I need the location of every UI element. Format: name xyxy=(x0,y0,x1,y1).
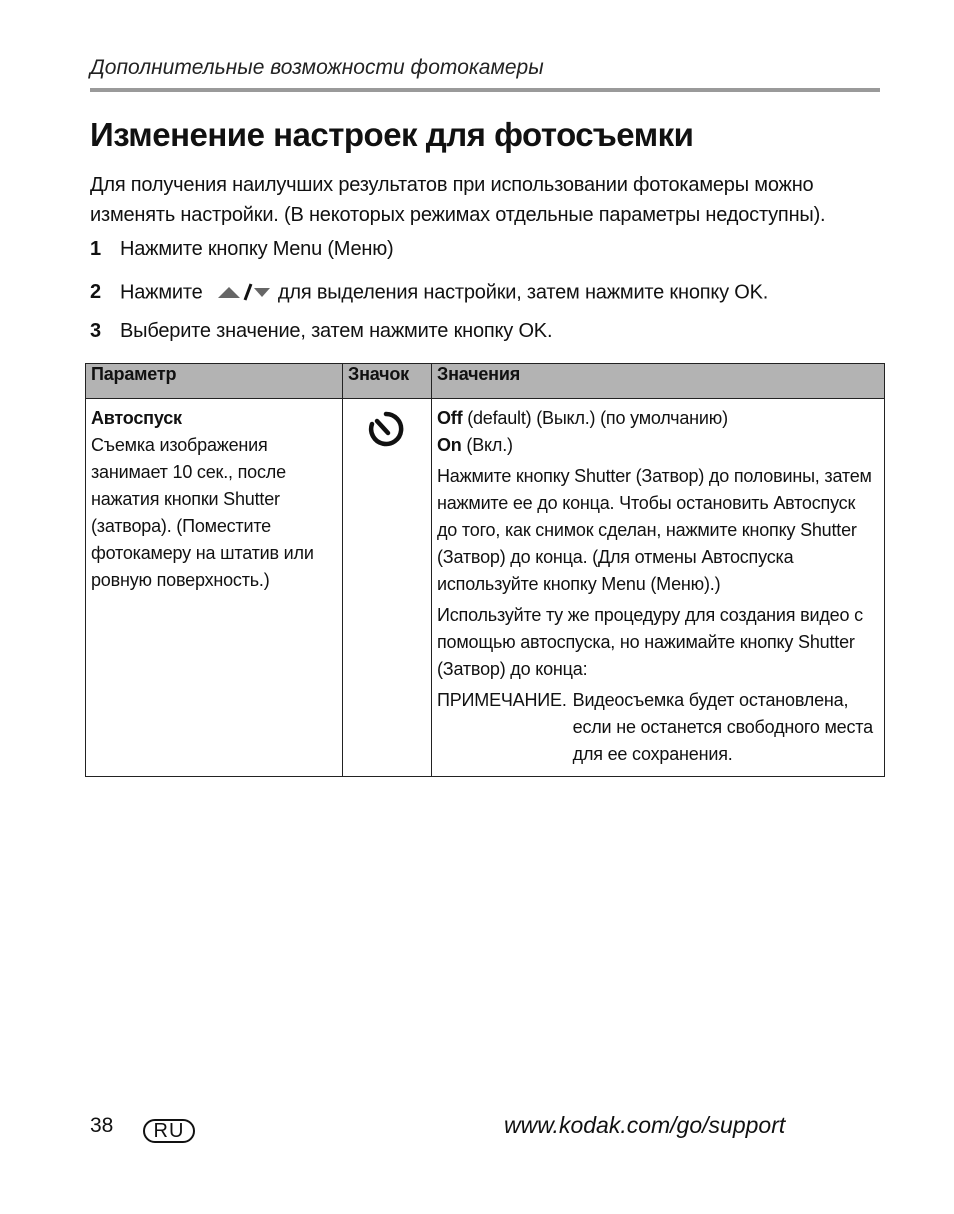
step-text: Нажмите кнопку Menu (Меню) xyxy=(120,238,394,260)
page-title: Изменение настроек для фотосъемки xyxy=(90,116,694,153)
support-url: www.kodak.com/go/support xyxy=(504,1112,786,1138)
step-number: 2 xyxy=(90,281,101,304)
step-3 xyxy=(90,320,552,343)
header-divider xyxy=(90,88,880,92)
section-title: Дополнительные возможности фотокамеры xyxy=(90,56,544,79)
header-values: Значения xyxy=(432,364,885,399)
instructions-paragraph: Нажмите кнопку Shutter (Затвор) до половины, затем нажмите ее до конца. Чтобы остановить Автоспуск до того, как снимок сделан, нажмите кнопку Shutter (Затвор) до конца. (Для отмены Автоспуска используйте кнопку Menu (Меню).) xyxy=(437,466,872,594)
up-down-arrows-icon xyxy=(216,279,272,307)
table-row xyxy=(86,399,885,777)
self-timer-icon xyxy=(363,439,411,459)
page-number: 38 xyxy=(90,1114,114,1137)
step-text-before: Нажмите xyxy=(120,281,203,304)
step-1 xyxy=(90,238,394,261)
value-off-label: Off xyxy=(437,408,463,428)
value-off xyxy=(437,405,879,432)
icon-cell xyxy=(343,399,432,777)
language-badge: RU xyxy=(143,1119,195,1143)
note-text: Видеосъемка будет остановлена, если не останется свободного места для ее сохранения. xyxy=(572,690,873,764)
value-on xyxy=(437,432,879,459)
step-number: 1 xyxy=(90,238,101,260)
parameter-name: Автоспуск xyxy=(91,408,182,428)
parameter-description: Съемка изображения занимает 10 сек., после нажатия кнопки Shutter (затвора). (Поместите фотокамеру на штатив или ровную поверхность.) xyxy=(91,435,314,590)
value-off-desc: (default) (Выкл.) (по умолчанию) xyxy=(462,408,728,428)
note-label: ПРИМЕЧАНИЕ. xyxy=(437,690,567,710)
values-cell xyxy=(432,399,885,777)
step-number: 3 xyxy=(90,320,101,342)
table-header-row xyxy=(86,364,885,399)
step-text-after: для выделения настройки, затем нажмите кнопку OK. xyxy=(277,281,769,304)
step-2 xyxy=(90,279,768,307)
step-text: Выберите значение, затем нажмите кнопку OK. xyxy=(120,320,553,342)
value-on-label: On xyxy=(437,435,462,455)
settings-table xyxy=(85,363,885,777)
header-icon: Значок xyxy=(343,364,432,399)
note-block xyxy=(437,687,879,768)
video-paragraph: Используйте ту же процедуру для создания видео с помощью автоспуска, но нажимайте кнопку Shutter (Затвор) до конца: xyxy=(437,605,863,679)
value-on-desc: (Вкл.) xyxy=(461,435,513,455)
parameter-cell xyxy=(86,399,343,777)
header-parameter: Параметр xyxy=(86,364,343,399)
intro-paragraph: Для получения наилучших результатов при использовании фотокамеры можно изменять настройки. (В некоторых режимах отдельные параметры недоступны). xyxy=(90,174,826,226)
